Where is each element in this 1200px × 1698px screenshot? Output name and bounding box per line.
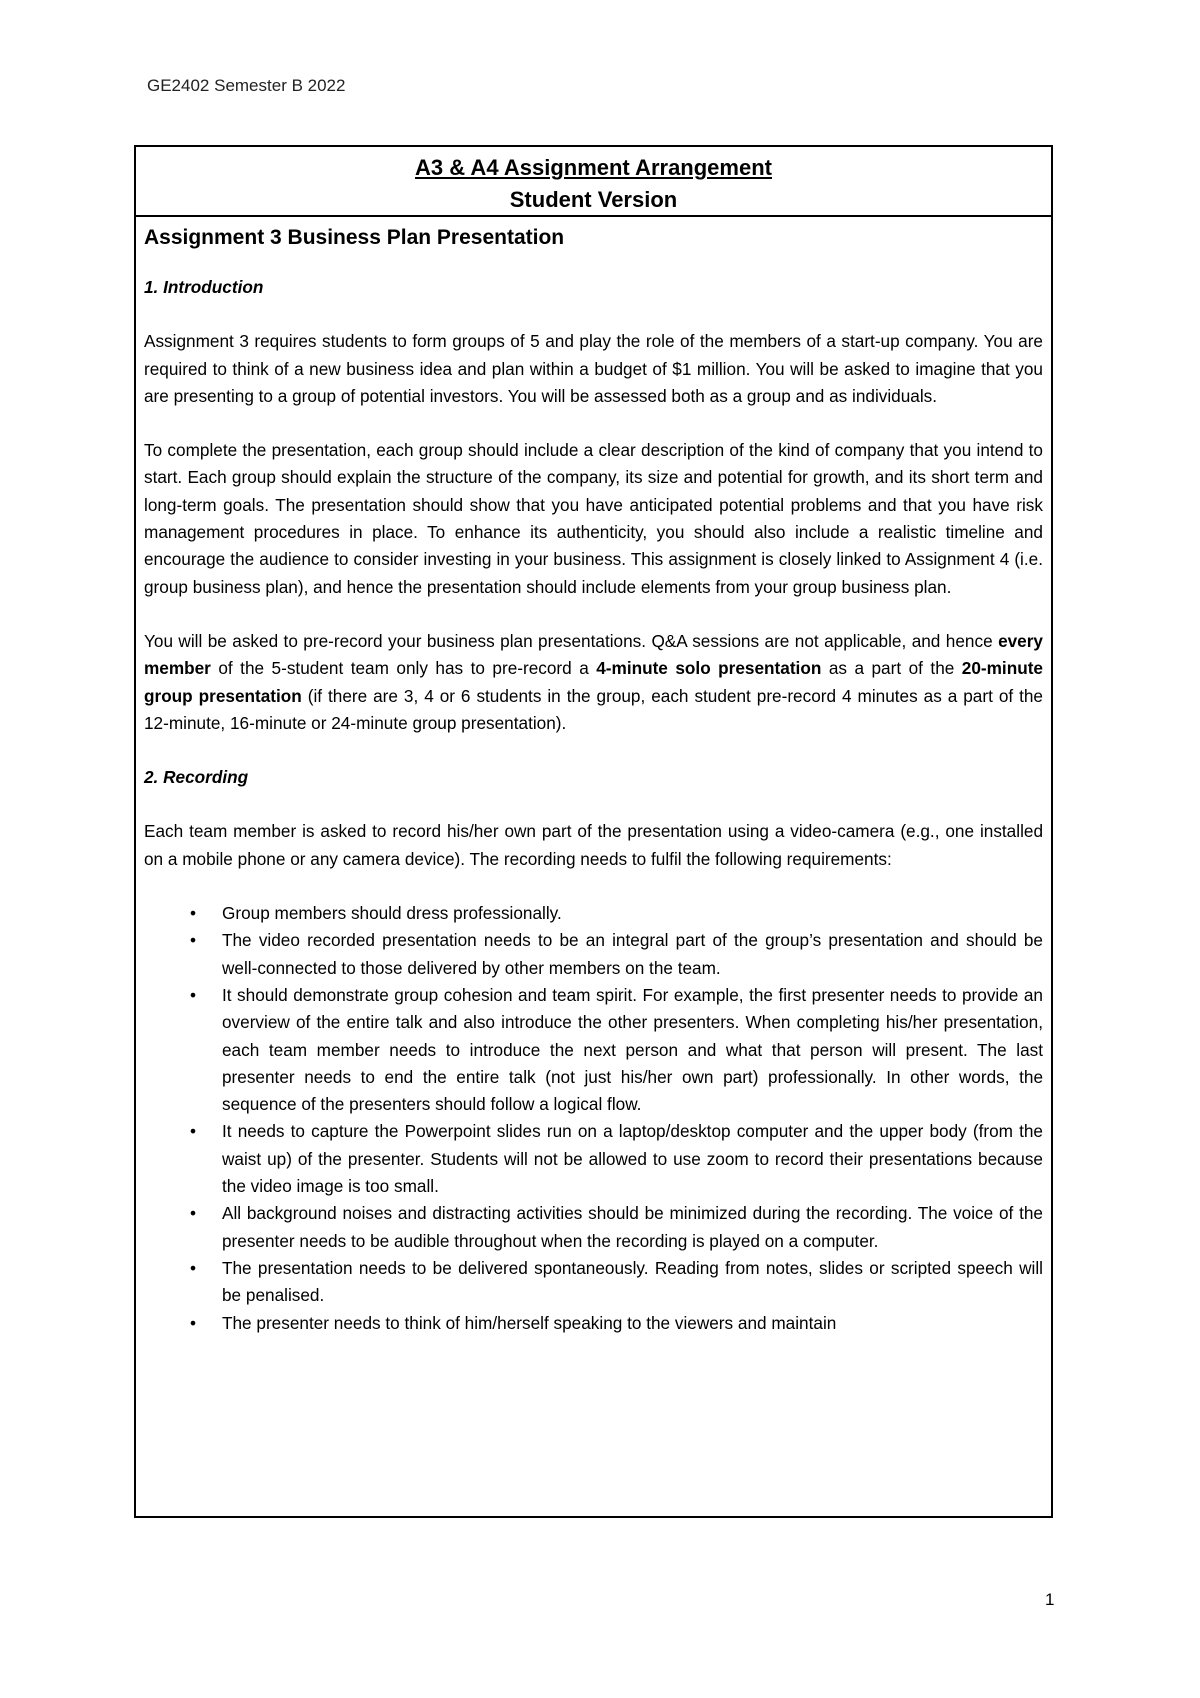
list-item: • It needs to capture the Powerpoint slides run on a laptop/desktop computer and the upper body (from the waist up) of the presenter. Students will not be allowed to use zoom to record their presentations because the video image is too small. [144,1118,1043,1200]
document-subtitle: Student Version [509,187,678,212]
page-header: GE2402 Semester B 2022 [147,76,346,95]
list-item: • All background noises and distracting activities should be minimized during the recording. The voice of the presenter needs to be audible throughout when the recording is played on a computer. [144,1200,1043,1255]
bullet-icon: • [190,1257,197,1278]
intro-paragraph-1: Assignment 3 requires students to form groups of 5 and play the role of the members of a start-up company. You are required to think of a new business idea and plan within a budget of $1 million. You will be asked to imagine that you are presenting to a group of potential investors. You will be assessed both as a group and as individuals. [144,331,1043,406]
list-item: • Group members should dress professionally. [144,900,1043,927]
bullet-icon: • [190,1121,197,1142]
list-item: • The video recorded presentation needs to be an integral part of the group’s presentation and should be well-connected to those delivered by other members on the team. [144,927,1043,982]
recording-heading: 2. Recording [144,767,249,788]
document-title: A3 & A4 Assignment Arrangement [415,155,772,180]
intro-paragraph-3: You will be asked to pre-record your business plan presentations. Q&A sessions are not applicable, and hence every member of the 5-student team only has to pre-record a 4-minute solo presentation as a part of the 20-minute group presentation (if there are 3, 4 or 6 students in the group, each student pre-record 4 minutes as a part of the 12-minute, 16-minute or 24-minute group presentation). [144,630,1043,733]
emphasis-group-presentation: 20-minute group presentation [144,658,1043,706]
bullet-icon: • [190,1312,197,1333]
title-block [136,147,1051,217]
emphasis-every-member: every member [144,630,1043,679]
bullet-icon: • [190,1203,197,1224]
recording-paragraph: Each team member is asked to record his/her own part of the presentation using a video-camera (e.g., one installed on a mobile phone or any camera device). The recording needs to fulfil the following requirements: [144,821,1043,869]
emphasis-solo-presentation: 4-minute solo presentation [596,658,822,679]
bullet-icon: • [190,984,197,1005]
bullet-icon: • [190,930,197,951]
intro-heading: 1. Introduction [144,277,264,297]
document-body [136,217,1051,1337]
list-item: • The presenter needs to think of him/herself speaking to the viewers and maintain [144,1310,1043,1337]
list-item: • It should demonstrate group cohesion and team spirit. For example, the first presenter needs to provide an overview of the entire talk and also introduce the other presenters. When completing his/her presentation, each team member needs to introduce the next person and what that person will present. The last presenter needs to end the entire talk (not just his/her own part) professionally. In other words, the sequence of the presenters should follow a logical flow. [144,982,1043,1118]
list-item: • The presentation needs to be delivered spontaneously. Reading from notes, slides or scripted speech will be penalised. [144,1255,1043,1310]
bullet-icon: • [190,903,197,924]
assignment-document [134,145,1053,1518]
requirements-list [144,900,1043,1337]
assignment-heading: Assignment 3 Business Plan Presentation [144,226,565,249]
intro-paragraph-2: To complete the presentation, each group should include a clear description of the kind of company that you intend to start. Each group should explain the structure of the company, its size and potential for growth, and its short term and long-term goals. The presentation should show that you have anticipated potential problems and that you have risk management procedures in place. To enhance its authenticity, you should also include a realistic timeline and encourage the audience to consider investing in your business. This assignment is closely linked to Assignment 4 (i.e. group business plan), and hence the presentation should include elements from your group business plan. [144,440,1043,597]
page-number: 1 [1045,1590,1055,1609]
